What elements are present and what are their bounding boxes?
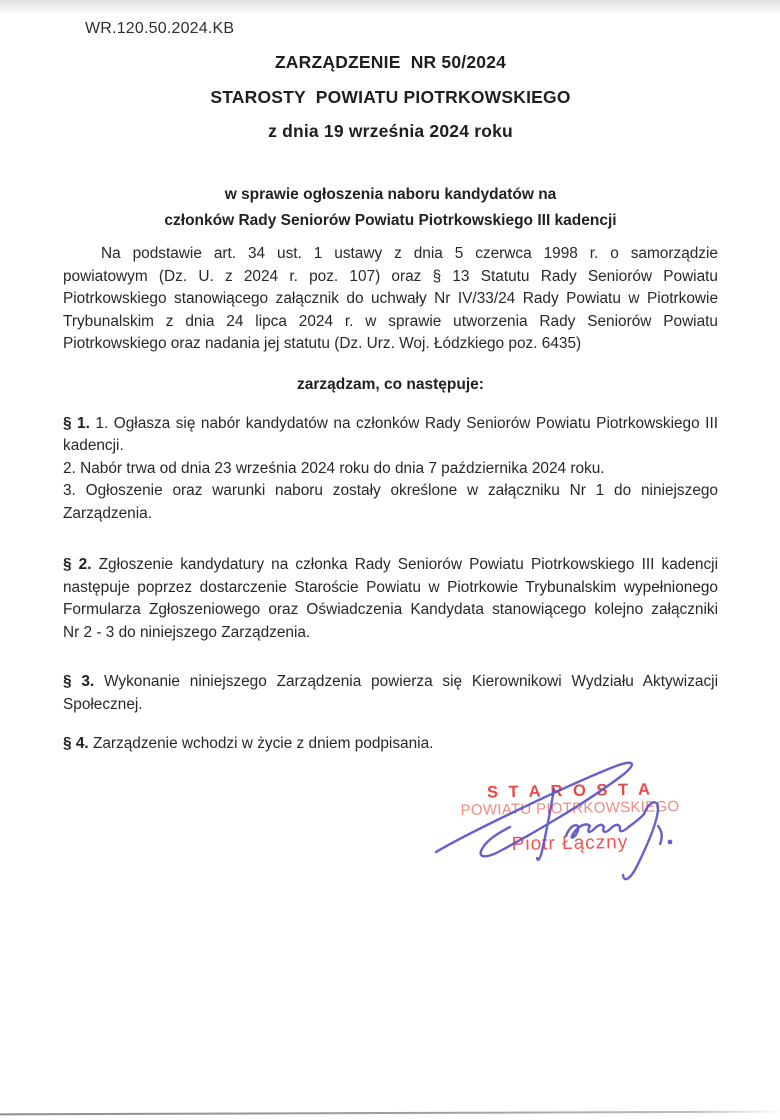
legal-basis-line: Trybunalskim z dnia 24 lipca 2024 r. w sprawie utworzenia Rady Seniorów Powiatu [63, 312, 718, 330]
legal-basis-line: powiatowym (Dz. U. z 2024 r. poz. 107) oraz § 13 Statutu Rady Seniorów Powiatu [63, 267, 718, 285]
legal-basis-paragraph [63, 243, 718, 356]
section-3 [63, 671, 718, 716]
section-3-line [63, 671, 718, 694]
subject-line1: w sprawie ogłoszenia naboru kandydatów na [224, 186, 557, 203]
handwritten-signature-ink [420, 752, 740, 902]
section-1-text: 1. Ogłasza się nabór kandydatów na członków Rady Seniorów Powiatu Piotrkowskiego III [95, 414, 719, 432]
section-3-line: Społecznej. [63, 695, 143, 713]
section-2 [63, 554, 718, 644]
section-1-line: kadencji. [63, 437, 124, 454]
stamp-title: S T A R O S T A [486, 780, 654, 802]
section-4-marker: § 4. [63, 735, 89, 752]
section-1-line: 2. Nabór trwa od dnia 23 września 2024 roku do dnia 7 października 2024 roku. [63, 459, 605, 477]
document-title-line3: z dnia 19 września 2024 roku [268, 121, 513, 141]
signature-block [420, 752, 740, 902]
legal-basis-line: Piotrkowskiego stanowiącego załącznik do uchwały Nr IV/33/24 Rady Powiatu w Piotrkowie [63, 290, 718, 307]
section-4-text: Zarządzenie wchodzi w życie z dniem podpisania. [92, 735, 434, 752]
section-2-line: następuje poprzez dostarczenie Staroście Powiatu w Piotrkowie Trybunalskim wypełnionego [63, 578, 718, 596]
section-1-line [63, 413, 718, 436]
stamp-signer-name: Piotr Łączny [511, 831, 629, 856]
subject-line2: członków Rady Seniorów Powiatu Piotrkowskiego III kadencji [164, 212, 617, 229]
legal-basis-line: Na podstawie art. 34 ust. 1 ustawy z dnia 5 czerwca 1998 r. o samorządzie [101, 245, 718, 262]
document-title-line2: STAROSTY POWIATU PIOTRKOWSKIEGO [210, 87, 571, 107]
case-reference-number: WR.120.50.2024.KB [85, 20, 235, 37]
stamp-subtitle: POWIATU PIOTRKOWSKIEGO [460, 798, 680, 819]
section-2-line [63, 554, 718, 577]
section-1-line: Zarządzenia. [63, 504, 152, 522]
section-1-line: 3. Ogłoszenie oraz warunki naboru zostały określone w załączniku Nr 1 do niniejszego [63, 482, 718, 499]
section-3-text: Wykonanie niniejszego Zarządzenia powierza się Kierownikowi Wydziału Aktywizacji [103, 673, 718, 690]
section-2-marker: § 2. [63, 556, 92, 573]
document-title-line1: ZARZĄDZENIE NR 50/2024 [274, 52, 507, 72]
section-1 [63, 413, 718, 526]
ordain-clause: zarządzam, co następuje: [297, 375, 484, 393]
legal-basis-line: Piotrkowskiego oraz nadania jej statutu (Dz. Urz. Woj. Łódzkiego poz. 6435) [63, 335, 582, 352]
section-2-text: Zgłoszenie kandydatury na członka Rady Seniorów Powiatu Piotrkowskiego III kadencji [98, 556, 718, 573]
section-1-marker: § 1. [63, 414, 90, 432]
section-2-line: Formularza Zgłoszeniowego oraz Oświadczenia Kandydata stanowiącego kolejno załączniki [63, 601, 718, 618]
section-2-line: Nr 2 - 3 do niniejszego Zarządzenia. [63, 623, 311, 641]
section-3-marker: § 3. [63, 673, 95, 690]
